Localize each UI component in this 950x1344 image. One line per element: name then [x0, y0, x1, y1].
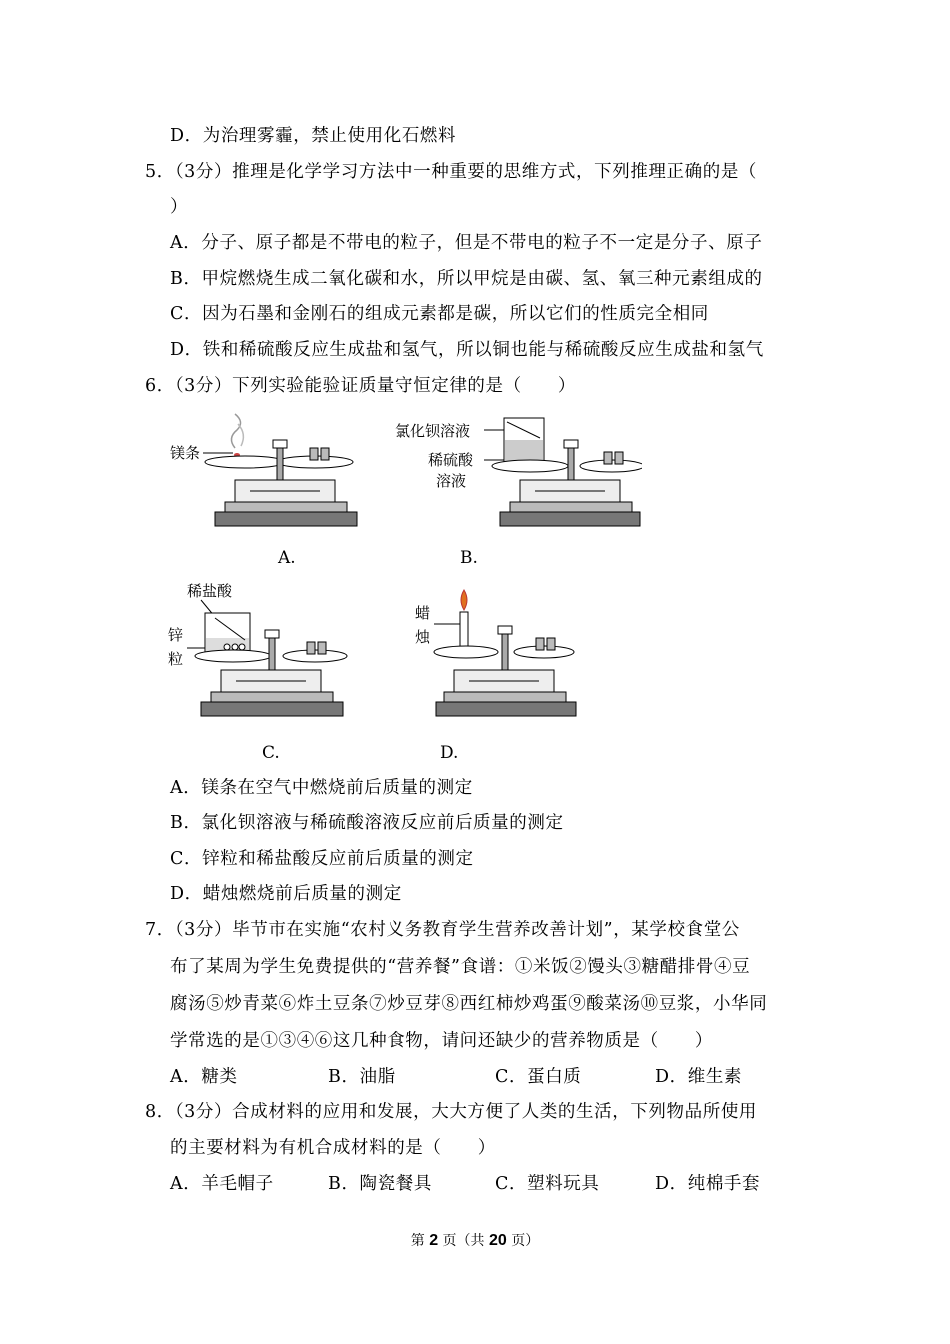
figure-c-label-2: 锌: [168, 626, 184, 644]
q7-option-c: C．蛋白质: [495, 1067, 582, 1087]
q8-option-b: B．陶瓷餐具: [328, 1174, 432, 1194]
figure-b-label-1: 氯化钡溶液: [395, 422, 471, 440]
q6-option-c: C．锌粒和稀盐酸反应前后质量的测定: [170, 849, 474, 869]
figure-a-label: 镁条: [170, 444, 201, 462]
figure-d-label-2: 烛: [415, 628, 431, 646]
figure-b-label-3: 溶液: [436, 472, 467, 490]
page-footer: [0, 1230, 950, 1250]
q8-stem-line-2: 的主要材料为有机合成材料的是（ ）: [170, 1138, 496, 1158]
footer-suffix: 页）: [511, 1233, 540, 1249]
q8-option-a: A．羊毛帽子: [170, 1174, 274, 1194]
total-pages: 20: [489, 1232, 507, 1249]
q7-option-d: D．维生素: [655, 1067, 743, 1087]
figure-c-label-3: 粒: [168, 650, 184, 668]
q6-option-b: B．氯化钡溶液与稀硫酸溶液反应前后质量的测定: [170, 813, 564, 833]
figure-a-caption: A.: [278, 548, 296, 568]
figure-b-label-2: 稀硫酸: [428, 451, 474, 469]
q7-stem-line-4: 学常选的是①③④⑥这几种食物，请问还缺少的营养物质是（ ）: [170, 1031, 713, 1051]
q7-stem-line-1: 7．（3分）毕节市在实施“农村义务教育学生营养改善计划”，某学校食堂公: [145, 920, 740, 940]
figure-d-balance: [412, 578, 582, 723]
figure-c-caption: C.: [262, 743, 280, 763]
footer-prefix: 第: [410, 1233, 425, 1249]
q5-stem: 5．（3分）推理是化学学习方法中一种重要的思维方式，下列推理正确的是（: [145, 162, 758, 182]
q5-option-c: C．因为石墨和金刚石的组成元素都是碳，所以它们的性质完全相同: [170, 304, 709, 324]
q6-stem: 6．（3分）下列实验能验证质量守恒定律的是（ ）: [145, 376, 577, 396]
q5-stem-end: ）: [170, 197, 189, 217]
q8-option-d: D．纯棉手套: [655, 1174, 761, 1194]
q6-option-a: A．镁条在空气中燃烧前后质量的测定: [170, 778, 473, 798]
figure-b-caption: B.: [460, 548, 478, 568]
figure-b-balance: [392, 410, 642, 535]
q6-option-d: D．蜡烛燃烧前后质量的测定: [170, 884, 402, 904]
q7-stem-line-2: 布了某周为学生免费提供的“营养餐”食谱：①米饭②馒头③糖醋排骨④豆: [170, 957, 751, 977]
q5-option-b: B．甲烷燃烧生成二氧化碳和水，所以甲烷是由碳、氢、氧三种元素组成的: [170, 269, 763, 289]
footer-middle: 页（共: [442, 1233, 485, 1249]
q7-option-a: A．糖类: [170, 1067, 238, 1087]
figure-a-balance: [165, 410, 365, 535]
q5-option-d: D．铁和稀硫酸反应生成盐和氢气，所以铜也能与稀硫酸反应生成盐和氢气: [170, 340, 764, 360]
figure-c-label-1: 稀盐酸: [187, 582, 233, 600]
figure-d-label-1: 蜡: [415, 604, 431, 622]
q5-option-a: A．分子、原子都是不带电的粒子，但是不带电的粒子不一定是分子、原子: [170, 233, 763, 253]
q7-option-b: B．油脂: [328, 1067, 396, 1087]
q7-stem-line-3: 腐汤⑤炒青菜⑥炸土豆条⑦炒豆芽⑧西红柿炒鸡蛋⑨酸菜汤⑩豆浆，小华同: [170, 994, 768, 1014]
figure-d-caption: D.: [440, 743, 459, 763]
q8-option-c: C．塑料玩具: [495, 1174, 600, 1194]
q8-stem-line-1: 8．（3分）合成材料的应用和发展，大大方便了人类的生活，下列物品所使用: [145, 1102, 758, 1122]
q4-option-d: D．为治理雾霾，禁止使用化石燃料: [170, 126, 457, 146]
page-number: 2: [429, 1232, 439, 1249]
figure-c-balance: [165, 578, 365, 723]
